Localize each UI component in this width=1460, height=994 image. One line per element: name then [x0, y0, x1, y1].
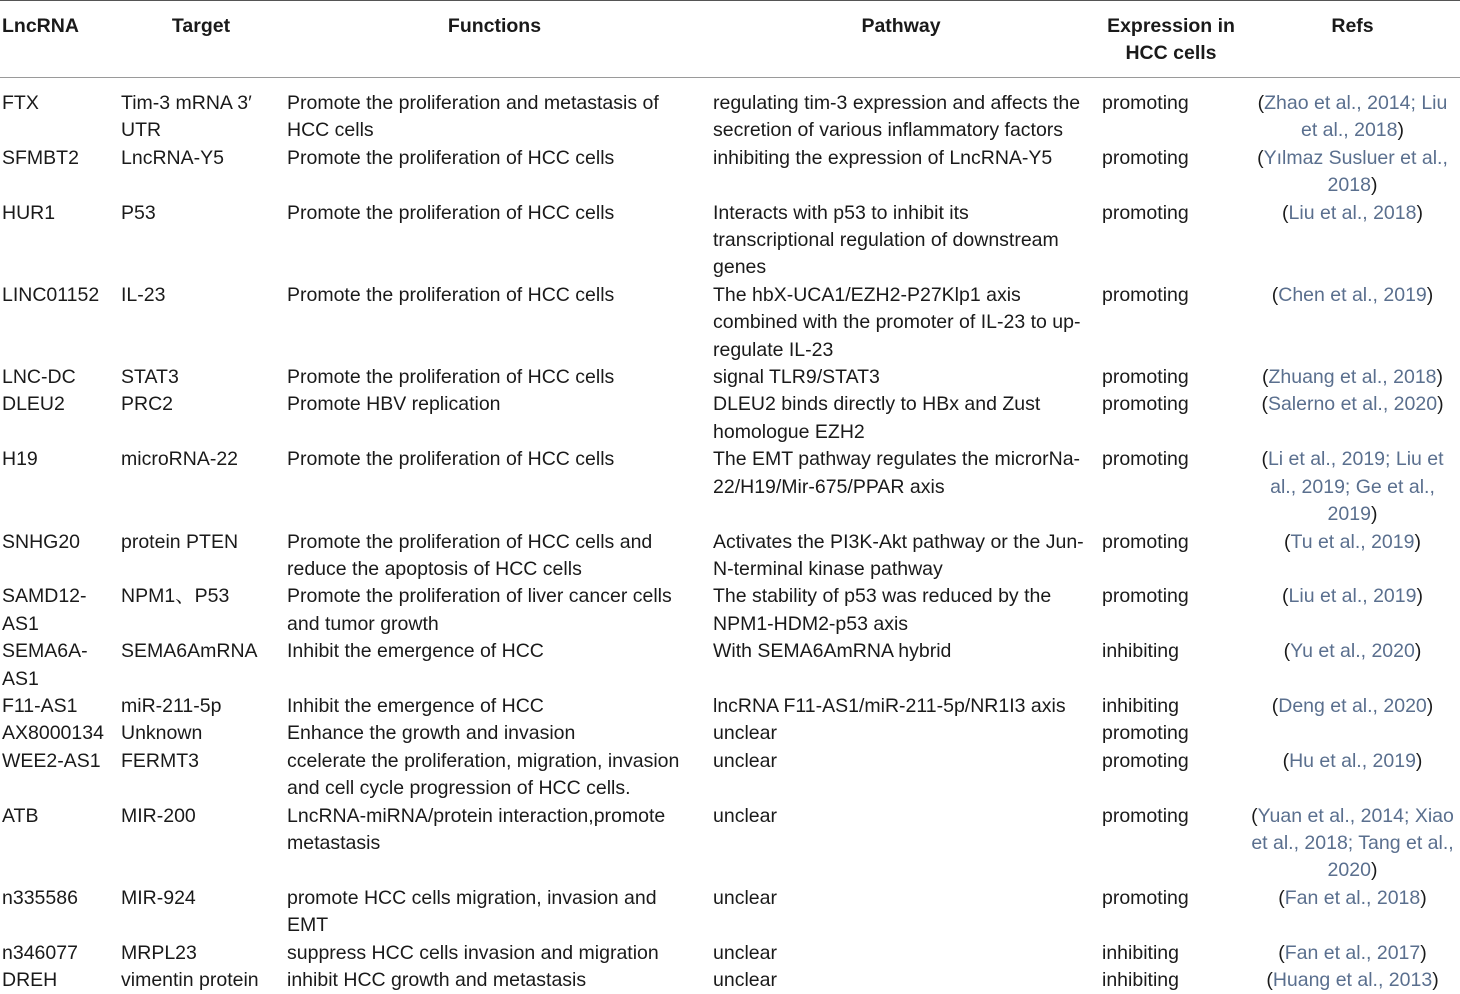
citation-link[interactable]: Chen et al., 2019 [1278, 283, 1427, 306]
cell-target: microRNA-22 [121, 448, 239, 471]
cell-functions: Promote the proliferation and metastasis of HCC cells [287, 92, 659, 142]
cell-lncrna: H19 [2, 448, 38, 471]
header-expression: Expression in HCC cells [1107, 15, 1235, 65]
cell-target: Unknown [121, 722, 203, 745]
cell-refs: (Hu et al., 2019) [1282, 749, 1423, 772]
cell-target: MIR-200 [121, 804, 196, 827]
cell-functions: Promote the proliferation of HCC cells [287, 146, 615, 169]
cell-refs: (Huang et al., 2013) [1266, 969, 1439, 991]
cell-target: vimentin protein [121, 969, 259, 991]
cell-functions: Inhibit the emergence of HCC [287, 640, 544, 663]
cell-functions: ccelerate the proliferation, migration, invasion and cell cycle progression of HCC cells. [287, 749, 680, 800]
citation-link[interactable]: Fan et al., 2017 [1284, 941, 1421, 964]
cell-functions: Promote the proliferation of HCC cells [287, 366, 615, 389]
cell-expression: inhibiting [1102, 941, 1179, 964]
cell-refs: (Li et al., 2019; Liu et al., 2019; Ge et al., 2019) [1261, 448, 1444, 526]
cell-pathway: Activates the PI3K-Akt pathway or the Jun-N-terminal kinase pathway [713, 530, 1084, 580]
cell-refs: (Tu et al., 2019) [1284, 530, 1421, 553]
cell-lncrna: DLEU2 [2, 393, 65, 416]
cell-refs: (Salerno et al., 2020) [1261, 393, 1444, 416]
cell-functions: promote HCC cells migration, invasion and EMT [287, 886, 657, 937]
cell-lncrna: ATB [2, 804, 39, 827]
table-row [0, 885, 1460, 940]
cell-refs: (Fan et al., 2018) [1278, 886, 1427, 909]
cell-expression: promoting [1102, 749, 1189, 772]
cell-lncrna: SAMD12-AS1 [2, 585, 87, 635]
cell-lncrna: LINC01152 [2, 283, 100, 306]
cell-expression: promoting [1102, 366, 1189, 389]
cell-expression: promoting [1102, 393, 1189, 416]
citation-link[interactable]: Huang et al., 2013 [1272, 969, 1433, 991]
citation-link[interactable]: Yu et al., 2020 [1290, 640, 1415, 663]
cell-refs [1245, 720, 1460, 747]
cell-functions: Enhance the growth and invasion [287, 722, 576, 745]
header-refs: Refs [1331, 15, 1374, 37]
citation-link[interactable]: Zhao et al., 2014; Liu et al., 2018 [1264, 92, 1448, 142]
cell-functions: LncRNA-miRNA/protein interaction,promote metastasis [287, 804, 666, 854]
table-row [0, 391, 1460, 446]
cell-functions: inhibit HCC growth and metastasis [287, 969, 587, 991]
cell-target: LncRNA-Y5 [121, 146, 224, 169]
citation-link[interactable]: Deng et al., 2020 [1278, 694, 1427, 717]
cell-expression: promoting [1102, 92, 1189, 114]
cell-functions: Promote HBV replication [287, 393, 501, 416]
cell-expression: promoting [1102, 530, 1189, 553]
header-functions: Functions [447, 15, 542, 37]
cell-target: MRPL23 [121, 941, 197, 964]
cell-lncrna: DREH [2, 969, 58, 991]
table-row [0, 940, 1460, 967]
table-row [0, 446, 1460, 528]
cell-target: SEMA6AmRNA [121, 640, 258, 663]
citation-link[interactable]: Zhuang et al., 2018 [1268, 366, 1437, 389]
cell-refs: (Fan et al., 2017) [1278, 941, 1427, 964]
cell-refs: (Zhao et al., 2014; Liu et al., 2018) [1257, 92, 1448, 142]
cell-lncrna: n335586 [2, 886, 78, 909]
cell-target: FERMT3 [121, 749, 199, 772]
table-row [0, 803, 1460, 885]
cell-target: P53 [121, 201, 156, 224]
table-row [0, 638, 1460, 693]
table-row [0, 693, 1460, 720]
cell-expression: inhibiting [1102, 640, 1179, 663]
cell-target: IL-23 [121, 283, 166, 306]
cell-functions: Promote the proliferation of HCC cells [287, 448, 615, 471]
table-row [0, 529, 1460, 584]
cell-pathway: unclear [713, 886, 777, 909]
table-row [0, 748, 1460, 803]
cell-expression: promoting [1102, 201, 1189, 224]
cell-pathway: The hbX-UCA1/EZH2-P27Klp1 axis combined with the promoter of IL-23 to up-regulate IL-23 [713, 283, 1081, 361]
cell-functions: Promote the proliferation of liver cancer cells and tumor growth [287, 585, 672, 635]
cell-target: miR-211-5p [121, 694, 222, 717]
cell-refs: (Liu et al., 2019) [1282, 585, 1423, 608]
cell-lncrna: FTX [2, 92, 39, 114]
cell-expression: promoting [1102, 146, 1189, 169]
table-row [0, 364, 1460, 391]
cell-expression: promoting [1102, 448, 1189, 471]
cell-pathway: regulating tim-3 expression and affects the secretion of various inflammatory factors [713, 92, 1081, 142]
cell-target: MIR-924 [121, 886, 196, 909]
cell-pathway: unclear [713, 804, 777, 827]
cell-target: STAT3 [121, 366, 179, 389]
cell-lncrna: n346077 [2, 941, 78, 964]
cell-refs: (Yu et al., 2020) [1283, 640, 1422, 663]
cell-refs: (Zhuang et al., 2018) [1261, 366, 1444, 389]
cell-lncrna: SFMBT2 [2, 146, 79, 169]
cell-refs: (Chen et al., 2019) [1271, 283, 1434, 306]
citation-link[interactable]: Hu et al., 2019 [1289, 749, 1416, 772]
cell-expression: promoting [1102, 585, 1189, 608]
cell-lncrna: SEMA6A-AS1 [2, 640, 88, 690]
cell-refs: (Deng et al., 2020) [1271, 694, 1434, 717]
citation-link[interactable]: Salerno et al., 2020 [1267, 393, 1438, 416]
citation-link[interactable]: Liu et al., 2019 [1288, 585, 1417, 608]
cell-target: protein PTEN [121, 530, 239, 553]
citation-link[interactable]: Tu et al., 2019 [1290, 530, 1415, 553]
cell-lncrna: WEE2-AS1 [2, 749, 101, 772]
cell-expression: promoting [1102, 722, 1189, 745]
header-target: Target [171, 15, 231, 37]
cell-pathway: inhibiting the expression of LncRNA-Y5 [713, 146, 1053, 169]
table-row [0, 282, 1460, 364]
cell-pathway: signal TLR9/STAT3 [713, 366, 880, 389]
cell-lncrna: LNC-DC [2, 366, 76, 389]
cell-pathway: Interacts with p53 to inhibit its transcriptional regulation of downstream genes [713, 201, 1059, 279]
header-row [0, 1, 1460, 78]
cell-expression: inhibiting [1102, 969, 1179, 991]
citation-link[interactable]: Yuan et al., 2014; Xiao et al., 2018; Tang et al., 2020 [1251, 804, 1454, 882]
cell-expression: promoting [1102, 283, 1189, 306]
cell-pathway: unclear [713, 969, 777, 991]
table-row [0, 720, 1460, 747]
cell-functions: Promote the proliferation of HCC cells [287, 283, 615, 306]
cell-pathway: DLEU2 binds directly to HBx and Zust homologue EZH2 [713, 393, 1041, 443]
cell-functions: Inhibit the emergence of HCC [287, 694, 544, 717]
cell-refs: (Yılmaz Susluer et al., 2018) [1257, 146, 1448, 197]
header-lncrna: LncRNA [2, 15, 79, 37]
cell-lncrna: AX8000134 [2, 722, 104, 745]
header-pathway: Pathway [861, 15, 941, 37]
cell-lncrna: SNHG20 [2, 530, 81, 553]
cell-pathway: lncRNA F11-AS1/miR-211-5p/NR1I3 axis [713, 694, 1066, 717]
cell-expression: inhibiting [1102, 694, 1179, 717]
cell-target: NPM1、P53 [121, 585, 230, 608]
table-body [0, 78, 1460, 994]
cell-functions: Promote the proliferation of HCC cells [287, 201, 615, 224]
citation-link[interactable]: Liu et al., 2018 [1288, 201, 1417, 224]
table-row [0, 145, 1460, 200]
table-row [0, 78, 1460, 145]
cell-target: Tim-3 mRNA 3′ UTR [121, 92, 252, 142]
cell-refs: (Yuan et al., 2014; Xiao et al., 2018; Tang et al., 2020) [1251, 804, 1454, 882]
citation-link[interactable]: Yılmaz Susluer et al., 2018 [1263, 146, 1448, 197]
cell-target: PRC2 [121, 393, 174, 416]
cell-pathway: unclear [713, 941, 777, 964]
cell-pathway: The stability of p53 was reduced by the NPM1-HDM2-p53 axis [713, 585, 1052, 635]
cell-expression: promoting [1102, 804, 1189, 827]
cell-expression: promoting [1102, 886, 1189, 909]
cell-pathway: With SEMA6AmRNA hybrid [713, 640, 952, 663]
cell-functions: Promote the proliferation of HCC cells and reduce the apoptosis of HCC cells [287, 530, 653, 580]
table-header [0, 1, 1460, 78]
cell-refs: (Liu et al., 2018) [1282, 201, 1423, 224]
cell-lncrna: HUR1 [2, 201, 56, 224]
table-row [0, 200, 1460, 282]
table-row [0, 967, 1460, 994]
cell-lncrna: F11-AS1 [2, 694, 78, 717]
citation-link[interactable]: Li et al., 2019; Liu et al., 2019; Ge et al., 2019 [1267, 448, 1444, 526]
cell-functions: suppress HCC cells invasion and migration [287, 941, 659, 964]
cell-pathway: unclear [713, 722, 777, 745]
cell-pathway: The EMT pathway regulates the microrNa-22/H19/Mir-675/PPAR axis [713, 448, 1081, 498]
cell-pathway: unclear [713, 749, 777, 772]
table-row [0, 583, 1460, 638]
citation-link[interactable]: Fan et al., 2018 [1284, 886, 1421, 909]
